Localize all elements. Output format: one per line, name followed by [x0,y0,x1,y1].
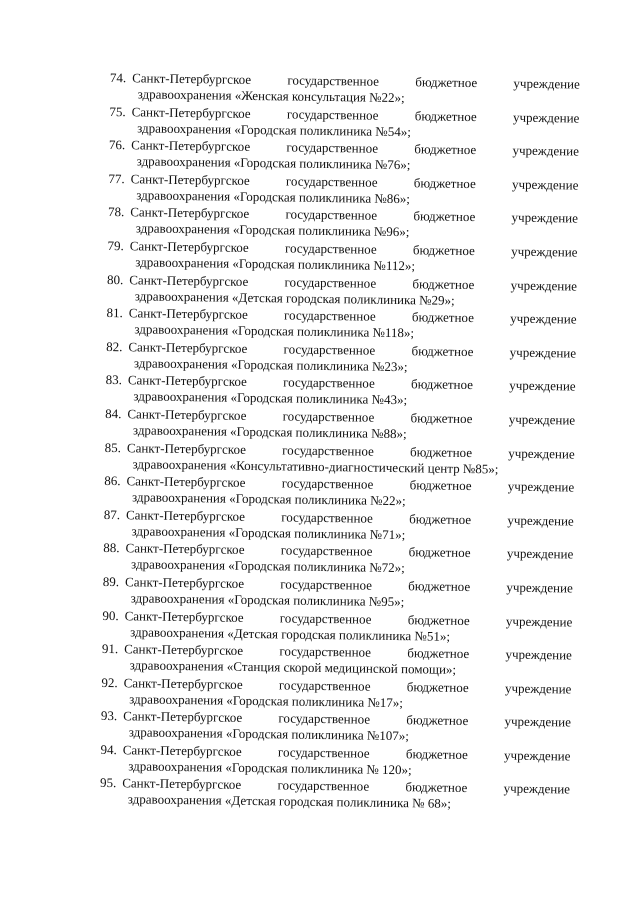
entry-number: 77. [108,170,125,186]
entry-word-2: государственное [278,710,371,727]
entry-word-1: Санкт-Петербургское [129,238,249,255]
entry-word-1: Санкт-Петербургское [124,641,244,659]
entry-word-3: бюджетное [410,443,473,460]
entry-word-3: бюджетное [409,477,472,494]
entry-word-3: бюджетное [415,74,478,91]
entry-word-2: государственное [277,744,370,761]
entry-number: 74. [109,70,127,86]
entry-word-2: государственное [281,509,374,526]
entry-number: 82. [106,338,123,354]
entry-word-2: государственное [280,542,373,560]
entry-word-3: бюджетное [405,779,468,796]
entry-word-2: государственное [282,408,375,425]
entry-word-4: учреждение [511,176,579,193]
entry-number: 75. [109,103,126,119]
entry-number: 85. [104,439,122,455]
entry-word-1: Санкт-Петербургское [130,204,250,222]
entry-word-1: Санкт-Петербургское [122,742,242,759]
entry-word-1: Санкт-Петербургское [125,574,245,591]
entry-number: 83. [105,372,123,388]
list-item [100,775,570,815]
entry-word-2: государственное [279,609,372,627]
entry-word-2: государственное [283,341,376,358]
entry-word-1: Санкт-Петербургское [125,506,246,524]
entry-word-4: учреждение [512,109,580,126]
entry-word-4: учреждение [503,747,571,764]
entry-number: 84. [105,405,122,422]
entry-number: 76. [108,137,126,153]
entry-word-1: Санкт-Петербургское [126,473,246,491]
entry-word-4: учреждение [506,545,574,562]
entry-word-4: учреждение [509,377,576,394]
entry-word-2: государственное [284,274,377,291]
entry-number: 81. [106,305,123,321]
entry-word-2: государственное [280,576,373,593]
entry-second-line: здравоохранения «Городская поликлиника №107»; [128,724,410,744]
entry-word-1: Санкт-Петербургское [127,406,247,423]
entry-word-2: государственное [281,475,374,492]
entry-word-4: учреждение [509,344,577,361]
entry-word-3: бюджетное [413,208,476,225]
entry-word-4: учреждение [505,646,572,663]
entry-word-1: Санкт-Петербургское [122,775,242,793]
entry-word-1: Санкт-Петербургское [130,171,250,188]
entry-word-4: учреждение [503,781,571,797]
entry-second-line: здравоохранения «Станция скорой медицинской помощи»; [129,657,457,677]
entry-word-3: бюджетное [407,645,470,662]
entry-second-line: здравоохранения «Городская поликлиника №72»; [130,556,405,576]
entry-word-4: учреждение [512,142,580,159]
entry-word-3: бюджетное [410,376,474,393]
entry-word-4: учреждение [506,579,573,596]
entry-number: 93. [100,708,118,724]
entry-second-line: здравоохранения «Городская поликлиника №76»; [136,153,411,173]
entry-word-4: учреждение [507,512,574,529]
entry-number: 91. [101,641,119,657]
entry-number: 79. [107,237,124,254]
entry-word-1: Санкт-Петербургское [132,70,252,87]
entry-word-3: бюджетное [414,141,477,158]
entry-word-1: Санкт-Петербургское [128,339,248,356]
entry-number: 87. [103,506,121,522]
entry-word-2: государственное [283,307,376,324]
entry-word-4: учреждение [513,75,580,92]
entry-number: 86. [104,473,121,489]
entry-word-4: учреждение [510,310,577,327]
entry-word-3: бюджетное [414,107,477,124]
entry-second-line: здравоохранения «Городская поликлиника №17»; [129,691,404,710]
entry-number: 78. [107,204,125,220]
entry-word-3: бюджетное [411,342,474,359]
entry-number: 94. [100,741,117,758]
entry-second-line: здравоохранения «Детская городская поликлиника № 68»; [127,791,452,812]
entry-word-3: бюджетное [412,242,475,259]
entry-word-4: учреждение [507,478,575,495]
entry-second-line: здравоохранения «Консультативно-диагностический центр №85»; [132,455,499,476]
entry-number: 89. [102,573,120,590]
entry-word-3: бюджетное [411,309,475,326]
entry-word-3: бюджетное [406,712,469,729]
entry-number: 95. [99,775,117,791]
entry-second-line: здравоохранения «Городская поликлиника №118»; [134,321,415,341]
entry-second-line: здравоохранения «Городская поликлиника №22»; [131,489,406,509]
entry-word-3: бюджетное [408,578,471,594]
entry-word-3: бюджетное [405,746,468,762]
entry-word-3: бюджетное [406,678,469,695]
entry-word-2: государственное [286,106,379,123]
entry-word-3: бюджетное [407,611,470,628]
entry-second-line: здравоохранения «Городская поликлиника №71»; [131,523,406,542]
entry-word-1: Санкт-Петербургское [127,372,247,390]
entry-word-4: учреждение [504,680,572,697]
entry-word-4: учреждение [505,613,573,630]
entry-word-4: учреждение [510,277,578,294]
entry-second-line: здравоохранения «Городская поликлиника №23»; [133,355,408,374]
entry-word-1: Санкт-Петербургское [131,137,251,155]
entry-word-2: государственное [285,173,378,190]
entry-second-line: здравоохранения «Городская поликлиника №95»; [130,590,405,610]
entry-word-2: государственное [284,240,377,257]
entry-word-4: учреждение [504,713,572,730]
entry-word-1: Санкт-Петербургское [129,271,249,289]
entry-word-1: Санкт-Петербургское [124,607,244,625]
entry-word-1: Санкт-Петербургское [123,674,243,692]
entry-second-line: здравоохранения «Городская поликлиника №54»; [137,119,411,139]
entry-word-2: государственное [287,72,380,89]
entry-word-1: Санкт-Петербургское [125,540,245,558]
entry-word-1: Санкт-Петербургское [123,708,243,726]
entry-word-3: бюджетное [408,544,471,561]
entry-number: 92. [101,674,118,690]
entry-word-2: государственное [278,677,371,694]
entry-number: 90. [102,607,119,623]
entry-word-2: государственное [285,206,378,224]
entry-second-line: здравоохранения «Городская поликлиника №96»; [135,220,410,240]
entry-second-line: здравоохранения «Детская городская поликлиника №51»; [130,623,451,644]
entry-word-2: государственное [283,374,375,392]
entry-word-1: Санкт-Петербургское [126,439,247,457]
entry-word-2: государственное [282,441,374,459]
entry-word-4: учреждение [511,209,579,226]
entry-word-4: учреждение [508,411,576,428]
entry-word-4: учреждение [511,243,578,260]
entry-word-1: Санкт-Петербургское [131,103,251,121]
entry-word-3: бюджетное [412,275,475,292]
entry-number: 88. [103,540,120,556]
entry-second-line: здравоохранения «Городская поликлиника №112»; [135,254,416,274]
entry-word-1: Санкт-Петербургское [128,305,248,323]
entry-word-2: государственное [279,643,372,660]
entry-second-line: здравоохранения «Городская поликлиника № 120»; [128,758,412,778]
entry-second-line: здравоохранения «Городская поликлиника №86»; [136,187,411,206]
entry-number: 80. [106,271,124,287]
entry-second-line: здравоохранения «Городская поликлиника №88»; [132,422,407,442]
entry-word-3: бюджетное [413,175,476,191]
entry-word-2: государственное [286,139,379,156]
entry-second-line: здравоохранения «Детская городская поликлиника №29»; [134,287,455,308]
entry-word-2: государственное [277,777,370,795]
entry-word-4: учреждение [508,445,575,462]
entry-second-line: здравоохранения «Городская поликлиника №43»; [133,388,408,408]
institution-list [100,70,580,816]
entry-word-3: бюджетное [410,410,473,427]
entry-word-3: бюджетное [409,510,472,527]
entry-second-line: здравоохранения «Женская консультация №22»; [137,86,405,106]
